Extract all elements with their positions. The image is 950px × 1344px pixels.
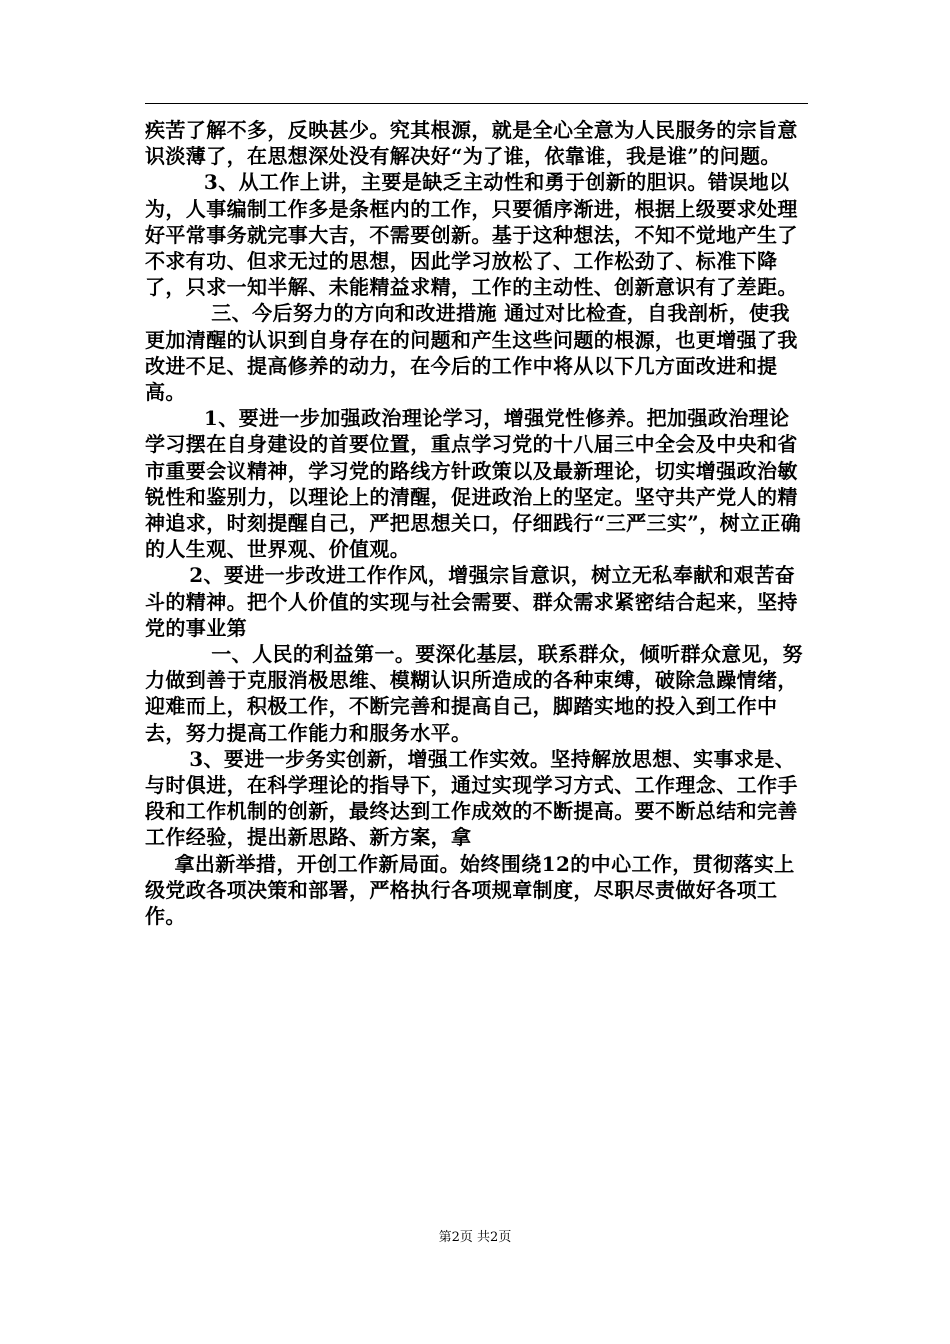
paragraph-text: 3、从工作上讲，主要是缺乏主动性和勇于创新的胆识。错误地以为，人事编制工作多是条框内的工作，只要循序渐进，根据上级要求处理好平常事务就完事大吉，不需要创新。基于这种想法，不知不觉地产生了不求有功、但求无过的思想，因此学习放松了、工作松劲了、标准下降了，只求一知半解、未能精益求精，工作的主动性、创新意识有了差距。 xyxy=(145,170,798,300)
paragraph-text: 2、要进一步改进工作作风，增强宗旨意识，树立无私奉献和艰苦奋斗的精神。把个人价值的实现与社会需要、群众需求紧密结合起来，坚持党的事业第 xyxy=(145,563,798,640)
paragraph xyxy=(145,405,808,562)
paragraph-indent xyxy=(145,170,204,194)
paragraph-text: 三、今后努力的方向和改进措施 通过对比检查，自我剖析，使我更加清醒的认识到自身存在的问题和产生这些问题的根源，也更增强了我改进不足、提高修养的动力，在今后的工作中将从以下几方面改进和提高。 xyxy=(145,301,798,405)
paragraph xyxy=(145,746,808,851)
paragraph xyxy=(145,562,808,641)
paragraph-indent xyxy=(145,301,211,325)
paragraph-indent xyxy=(145,747,189,771)
document-body xyxy=(145,117,808,929)
paragraph-text: 1、要进一步加强政治理论学习，增强党性修养。把加强政治理论学习摆在自身建设的首要位置，重点学习党的十八届三中全会及中央和省市重要会议精神，学习党的路线方针政策以及最新理论，切实增强政治敏锐性和鉴别力，以理论上的清醒，促进政治上的坚定。坚守共产党人的精神追求，时刻提醒自己，严把思想关口，仔细践行“三严三实”，树立正确的人生观、世界观、价值观。 xyxy=(145,406,802,562)
paragraph-text: 一、人民的利益第一。要深化基层，联系群众，倾听群众意见，努力做到善于克服消极思维、模糊认识所造成的各种束缚，破除急躁情绪，迎难而上，积极工作，不断完善和提高自己，脚踏实地的投入到工作中去，努力提高工作能力和服务水平。 xyxy=(145,642,803,745)
paragraph xyxy=(145,851,808,930)
paragraph xyxy=(145,300,808,405)
header-rule xyxy=(145,103,808,104)
paragraph xyxy=(145,117,808,169)
paragraph-indent xyxy=(145,406,204,430)
paragraph-indent xyxy=(145,563,189,587)
page-number-footer: 第2页 共2页 xyxy=(438,1230,512,1245)
paragraph-text: 疾苦了解不多，反映甚少。究其根源，就是全心全意为人民服务的宗旨意识淡薄了，在思想深处没有解决好“为了谁，依靠谁，我是谁”的问题。 xyxy=(145,118,798,169)
paragraph-indent xyxy=(145,852,174,876)
paragraph xyxy=(145,641,808,746)
paragraph-text: 3、要进一步务实创新，增强工作实效。坚持解放思想、实事求是、与时俱进，在科学理论的指导下，通过实现学习方式、工作理念、工作手段和工作机制的创新，最终达到工作成效的不断提高。要不断总结和完善工作经验，提出新思路、新方案，拿 xyxy=(145,746,798,850)
paragraph-indent xyxy=(145,642,211,666)
paragraph xyxy=(145,169,808,300)
paragraph-text: 拿出新举措，开创工作新局面。始终围绕12的中心工作，贯彻落实上级党政各项决策和部署，严格执行各项规章制度，尽职尽责做好各项工作。 xyxy=(145,851,795,929)
